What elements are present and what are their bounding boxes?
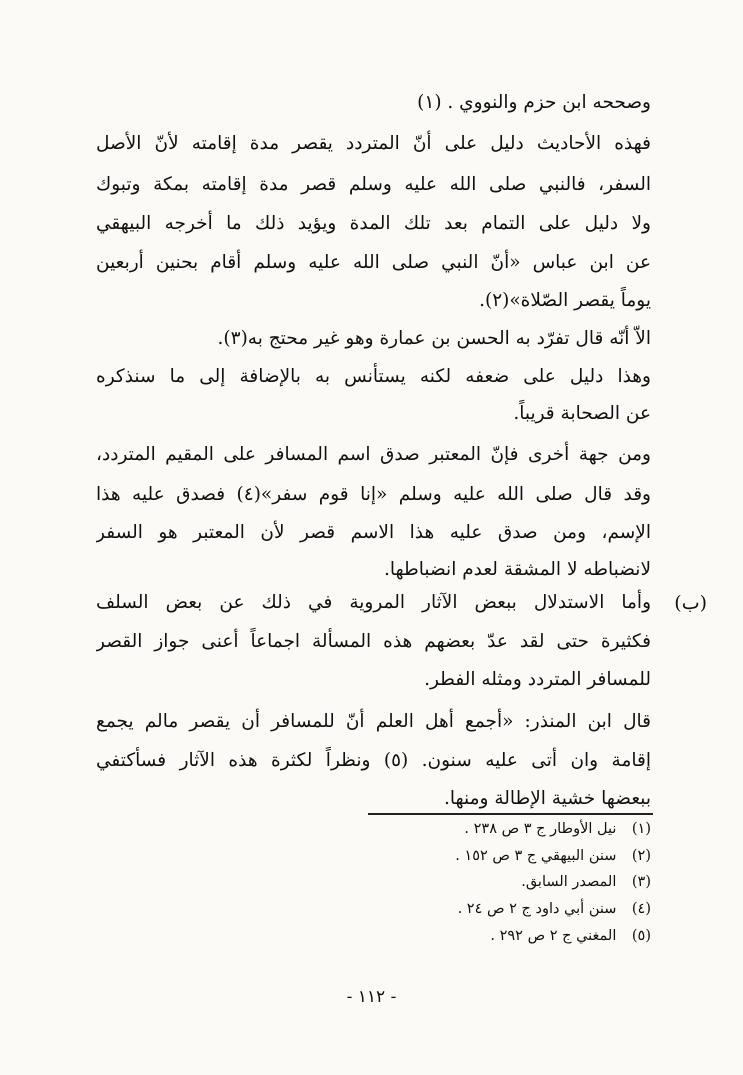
footnote-number: (٢) bbox=[631, 848, 651, 864]
body-line: الاّ أنّه قال تفرّد به الحسن بن عمارة وهو غير محتج به(٣). bbox=[217, 328, 651, 349]
footnote-text: المصدر السابق. bbox=[521, 874, 617, 890]
body-line: السفر، فالنبي صلى الله عليه وسلم قصر مدة إقامته بمكة وتبوك bbox=[96, 174, 651, 195]
body-line: عن ابن عباس «أنّ النبي صلى الله عليه وسلم أقام بحنين أربعين bbox=[96, 252, 651, 273]
body-line: وصححه ابن حزم والنووي . (١) bbox=[417, 92, 651, 113]
page-number: - ١١٢ - bbox=[346, 987, 397, 1007]
body-line: ومن جهة أخرى فإنّ المعتبر صدق اسم المسافر على المقيم المتردد، bbox=[96, 444, 651, 465]
body-line: فهذه الأحاديث دليل على أنّ المتردد يقصر مدة إقامته لأنّ الأصل bbox=[96, 133, 651, 154]
footnote bbox=[321, 923, 651, 949]
section-b-line: وأما الاستدلال ببعض الآثار المروية في ذلك عن بعض السلف bbox=[96, 592, 651, 613]
section-b-line: ببعضها خشية الإطالة ومنها. bbox=[443, 788, 651, 809]
footnote bbox=[321, 816, 651, 842]
footnote-divider bbox=[368, 813, 653, 815]
section-b-line: قال ابن المنذر: «أجمع أهل العلم أنّ للمسافر أن يقصر مالم يجمع bbox=[96, 711, 651, 732]
body-line: ولا دليل على التمام بعد تلك المدة ويؤيد ذلك ما أخرجه البيهقي bbox=[96, 213, 651, 234]
section-b-line: فكثيرة حتى لقد عدّ بعضهم هذه المسألة اجماعاً أعنى جواز القصر bbox=[96, 631, 651, 652]
body-line: عن الصحابة قريباً. bbox=[513, 403, 651, 424]
body-line: يوماً يقصر الصّلاة»(٢). bbox=[479, 290, 651, 311]
footnote-text: المغني ج ٢ ص ٢٩٢ . bbox=[490, 928, 617, 944]
footnote bbox=[321, 843, 651, 869]
footnote bbox=[321, 896, 651, 922]
footnote-number: (١) bbox=[631, 821, 651, 837]
footnote-number: (٣) bbox=[631, 874, 651, 890]
body-line: وهذا دليل على ضعفه لكنه يستأنس به بالإضافة إلى ما سنذكره bbox=[96, 366, 651, 387]
footnote-number: (٤) bbox=[631, 901, 651, 917]
body-line: الإسم، ومن صدق عليه هذا الاسم قصر لأن المعتبر هو السفر bbox=[96, 522, 651, 543]
footnote-number: (٥) bbox=[631, 928, 651, 944]
footnote-text: سنن أبي داود ج ٢ ص ٢٤ . bbox=[457, 901, 617, 917]
body-line: لانضباطه لا المشقة لعدم انضباطها. bbox=[384, 559, 651, 580]
footnote bbox=[321, 869, 651, 895]
section-marker: (ب) bbox=[674, 592, 707, 614]
section-b-line: للمسافر المتردد ومثله الفطر. bbox=[424, 669, 651, 690]
body-line: وقد قال صلى الله عليه وسلم «إنا قوم سفر»(٤) فصدق عليه هذا bbox=[96, 484, 651, 505]
footnote-text: سنن البيهقي ج ٣ ص ١٥٢ . bbox=[455, 848, 617, 864]
section-b-line: إقامة وان أتى عليه سنون. (٥) ونظراً لكثرة هذه الآثار فسأكتفي bbox=[96, 750, 651, 771]
footnote-text: نيل الأوطار ج ٣ ص ٢٣٨ . bbox=[464, 821, 617, 837]
